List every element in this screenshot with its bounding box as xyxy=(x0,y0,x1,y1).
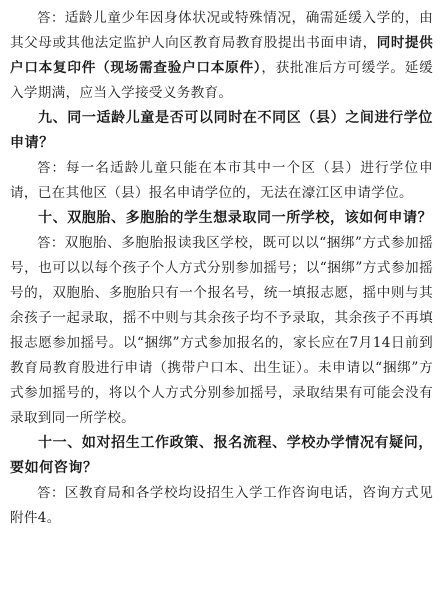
answer-text-end: ，获批准后方可缓学。延缓入学期满，应当入学接受义务教育。 xyxy=(10,60,433,101)
answer-paragraph-9 xyxy=(10,156,433,206)
answer-paragraph-11 xyxy=(10,481,433,531)
question-heading-9: 九、同一适龄儿童是否可以同时在不同区（县）之间进行学位申请？ xyxy=(10,110,433,151)
answer-text: 每一名适龄儿童只能在本市其中一个区（县）进行学位申请，已在其他区（县）报名申请学位的，无法在濠江区申请学位。 xyxy=(10,160,434,201)
answer-lead: 答： xyxy=(37,236,65,251)
question-heading-11: 十一、如对招生工作政策、报名流程、学校办学情况有疑问，要如何咨询？ xyxy=(10,435,433,476)
answer-bold-text: 同时提供户口本复印件（现场需查验户口本原件） xyxy=(10,35,433,76)
question-heading-10: 十、双胞胎、多胞胎的学生想录取同一所学校，该如何申请？ xyxy=(38,210,433,226)
answer-paragraph-deferred-enrollment xyxy=(10,6,433,106)
answer-paragraph-10 xyxy=(10,231,433,431)
answer-lead: 答： xyxy=(37,486,65,501)
answer-text: 双胞胎、多胞胎报读我区学校，既可以以“捆绑”方式参加摇号，也可以以每个孩子个人方式分别参加摇号；以“捆绑”方式参加摇号的，双胞胎、多胞胎只有一个报名号，统一填报志愿，摇中则与其余孩子一起录取，摇不中则与其余孩子均不予录取，其余孩子不再填报志愿参加摇号。以“捆绑”方式参加报名的，家长应在7月14日前到教育局教育股进行申请（携带户口本、出生证）。未申请以“捆绑”方式参加摇号的，将以个人方式分别参加摇号，录取结果有可能会没有录取到同一所学校。 xyxy=(10,235,433,426)
answer-text: 适龄儿童少年因身体状况或特殊情况，确需延缓入学的，由其父母或其他法定监护人向区教育局教育股提出书面申请， xyxy=(10,10,433,51)
answer-text: 区教育局和各学校均设招生入学工作咨询电话，咨询方式见附件4。 xyxy=(10,485,433,526)
answer-lead: 答： xyxy=(37,11,65,26)
answer-lead: 答： xyxy=(37,161,66,176)
